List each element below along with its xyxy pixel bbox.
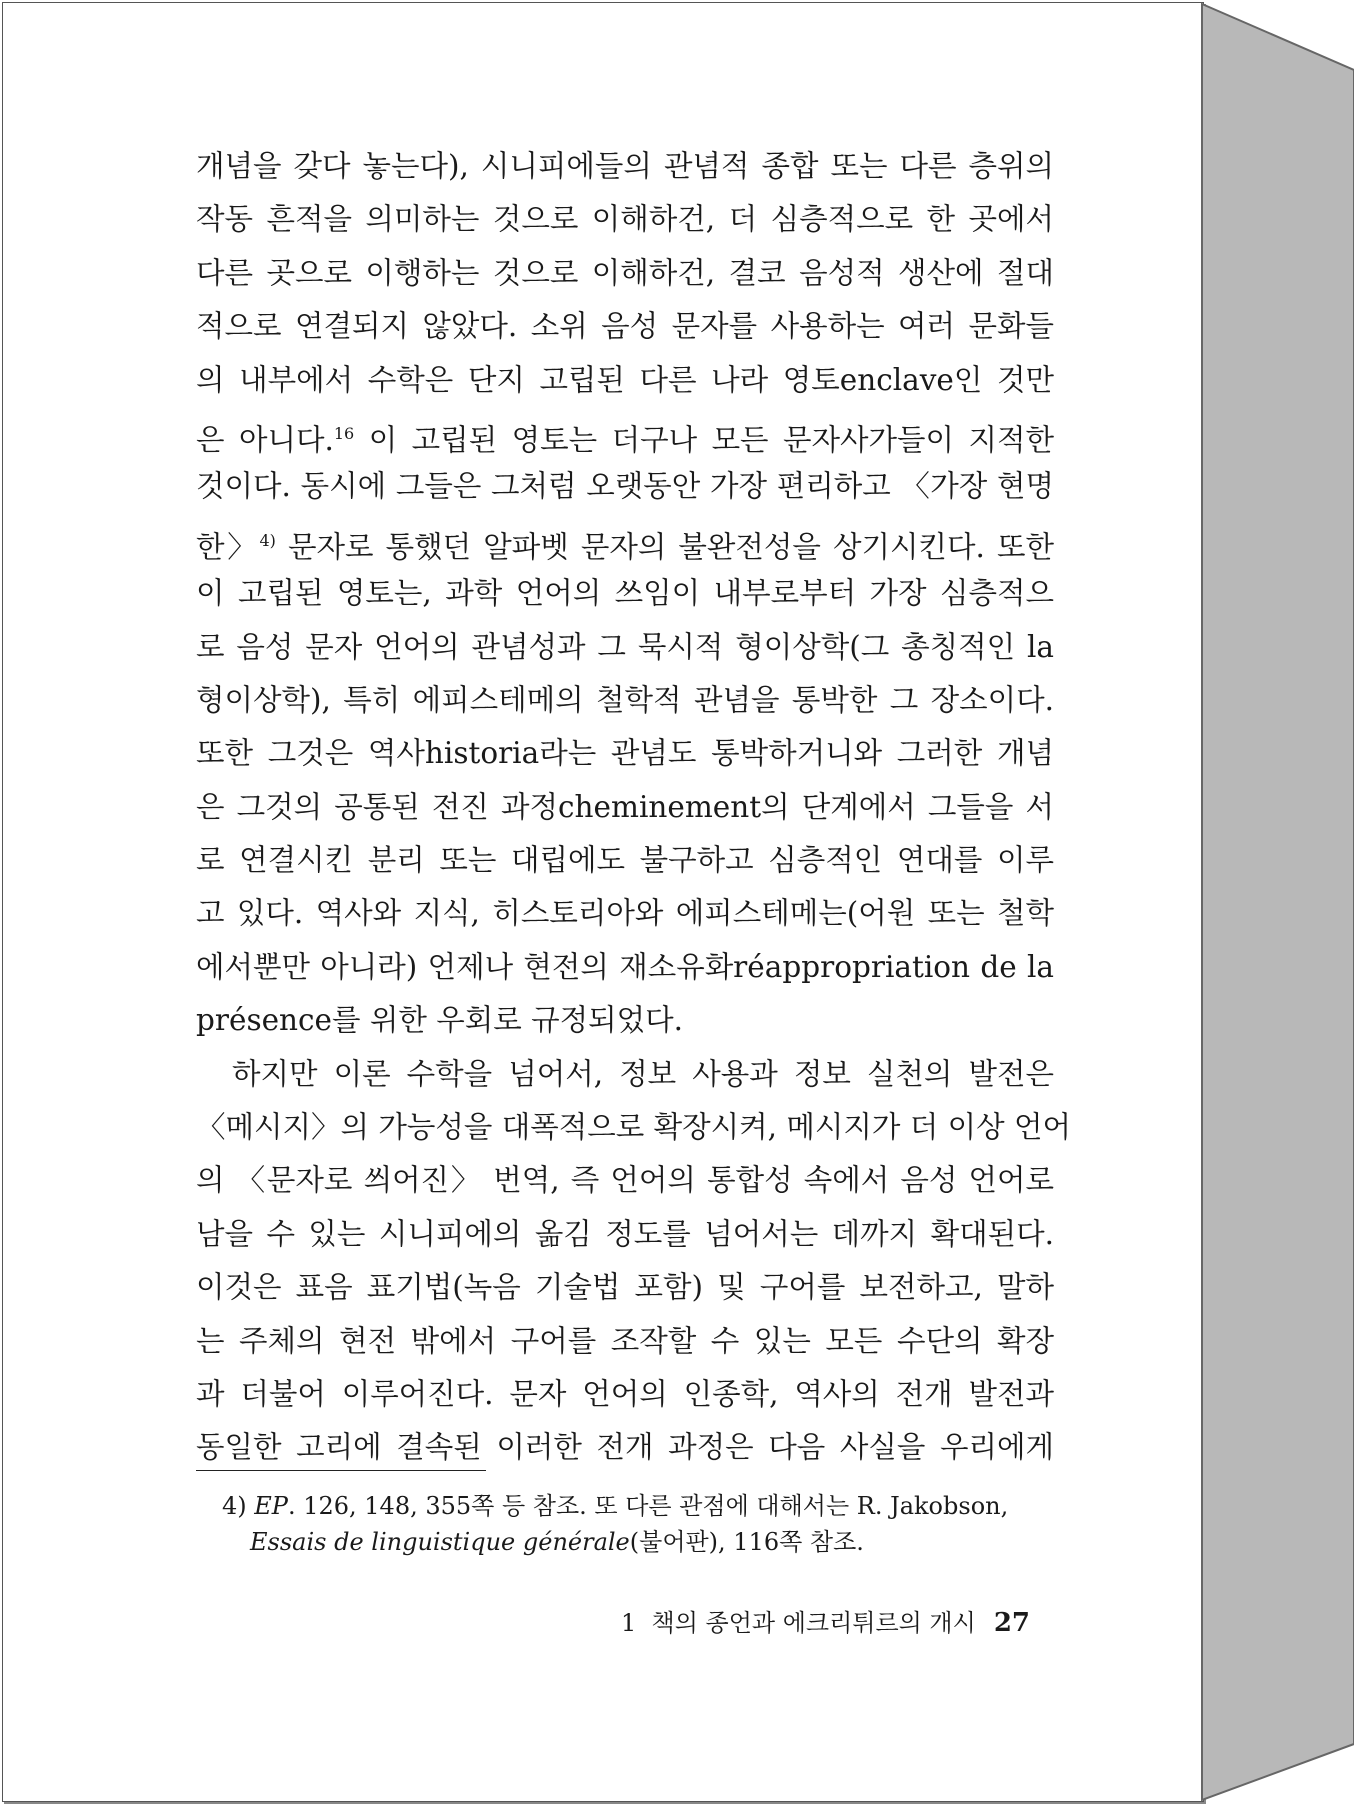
text-line: 개념을 갖다 놓는다), 시니피에들의 관념적 종합 또는 다른 층위의: [196, 149, 1054, 183]
text-line: 로 연결시킨 분리 또는 대립에도 불구하고 심층적인 연대를 이루: [196, 843, 1054, 878]
text-line-with-ref: 한〉$^{4)}$ 문자로 통했던 알파벳 문자의 불완전성을 상기시킨다. 또한: [196, 529, 1054, 564]
text-line: 남을 수 있는 시니피에의 옮김 정도를 넘어서는 데까지 확대된다.: [196, 1216, 1054, 1251]
endnote-ref: 16: [333, 423, 355, 443]
text-line: 이것은 표음 표기법(녹음 기술법 포함) 및 구어를 보전하고, 말하: [196, 1270, 1054, 1305]
text-line: 로 음성 문자 언어의 관념성과 그 묵시적 형이상학(그 총칭적인 la: [196, 629, 1054, 664]
text-line: 다른 곳으로 이행하는 것으로 이해하건, 결코 음성적 생산에 절대: [196, 255, 1054, 290]
text-line: 작동 흔적을 의미하는 것으로 이해하건, 더 심층적으로 한 곳에서: [196, 202, 1054, 237]
text-line: 는 주체의 현전 밖에서 구어를 조작할 수 있는 모든 수단의 확장: [196, 1323, 1054, 1358]
text-line: 또한 그것은 역사historia라는 관념도 통박하거니와 그러한 개념: [196, 736, 1054, 771]
text-line: 의 내부에서 수학은 단지 고립된 다른 나라 영토enclave인 것만: [196, 362, 1054, 397]
page-number: 27: [993, 1608, 1030, 1638]
footnote-book-title: Essais de linguistique générale: [250, 1528, 630, 1556]
text-line-with-ref: 은 아니다.$^{16}$ 이 고립된 영토는 더구나 모든 문자사가들이 지적한: [196, 422, 1054, 457]
text-line: 〈메시지〉의 가능성을 대폭적으로 확장시켜, 메시지가 더 이상 언어: [196, 1110, 1071, 1145]
text-line: présence를 위한 우회로 규정되었다.: [196, 1003, 683, 1038]
text-line: 에서뿐만 아니라) 언제나 현전의 재소유화réappropriation de la: [196, 949, 1054, 984]
running-footer: [600, 1603, 1030, 1638]
footnote-divider: [196, 1470, 486, 1471]
text-line: 적으로 연결되지 않았다. 소위 음성 문자를 사용하는 여러 문화들: [196, 309, 1054, 344]
text-line: 은 그것의 공통된 전진 과정cheminement의 단계에서 그들을 서: [196, 789, 1054, 824]
text-line: 동일한 고리에 결속된 이러한 전개 과정은 다음 사실을 우리에게: [196, 1430, 1054, 1465]
footnote-number: 4): [222, 1492, 247, 1520]
text-line: 의 〈문자로 씌어진〉 번역, 즉 언어의 통합성 속에서 음성 언어로: [196, 1163, 1054, 1198]
text-line: 과 더불어 이루어진다. 문자 언어의 인종학, 역사의 전개 발전과: [196, 1376, 1054, 1411]
footnote: [222, 1488, 1062, 1560]
footnote-source: EP: [254, 1492, 288, 1520]
text-line: 형이상학), 특히 에피스테메의 철학적 관념을 통박한 그 장소이다.: [196, 682, 1054, 717]
text-line: 이 고립된 영토는, 과학 언어의 쓰임이 내부로부터 가장 심층적으: [196, 576, 1054, 611]
text-line: 하지만 이론 수학을 넘어서, 정보 사용과 정보 실천의 발전은: [232, 1056, 1054, 1091]
body-text: [196, 140, 1071, 1475]
footnote-ref: 4): [259, 530, 276, 550]
chapter-title: 1 책의 종언과 에크리튀르의 개시: [621, 1609, 976, 1637]
footnote-line: Essais de linguistique générale(불어판), 116쪽 참조.: [250, 1528, 864, 1556]
footnote-line: 4) EP. 126, 148, 355쪽 등 참조. 또 다른 관점에 대해서는 R. Jakobson,: [222, 1492, 1009, 1520]
text-line: 것이다. 동시에 그들은 그처럼 오랫동안 가장 편리하고 〈가장 현명: [196, 469, 1054, 504]
text-line: 고 있다. 역사와 지식, 히스토리아와 에피스테메는(어원 또는 철학: [196, 896, 1054, 931]
